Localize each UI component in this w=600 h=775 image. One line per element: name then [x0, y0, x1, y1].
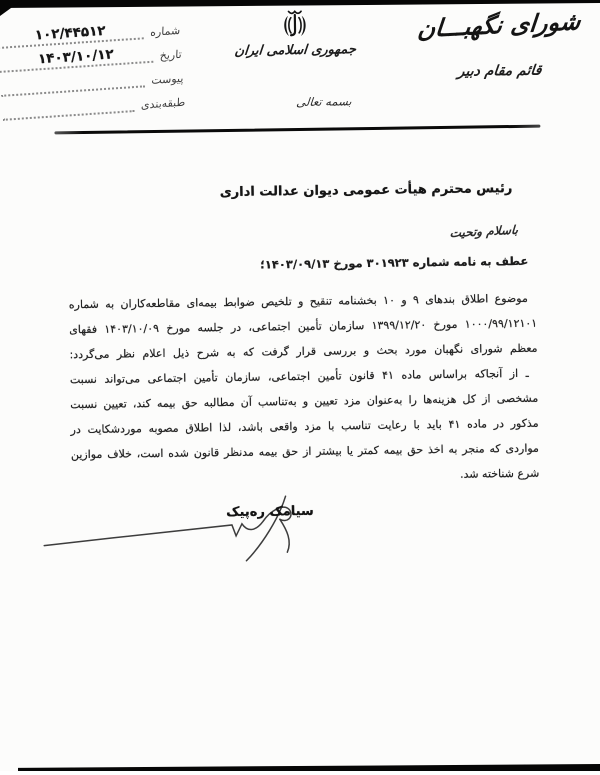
org-name: شورای نگهبـــان [416, 7, 582, 44]
date-label: تاریخ [157, 47, 183, 63]
salutation-line: باسلام وتحیت [449, 222, 519, 241]
letterhead-center [228, 4, 363, 59]
reference-line: عطف به نامه شماره ۳۰۱۹۲۳ مورخ ۱۴۰۳/۰۹/۱۳؛ [260, 253, 529, 272]
body-line: مشخصی از کل هزینه‌ها را به‌عنوان مزد تعیین و به‌تناسب آن مطالبه حق بیمه کند، تعیین نسبت [70, 391, 539, 412]
body-line: ـ از آنجاکه براساس ماده ۴۱ قانون تأمین اجتماعی، سازمان تأمین اجتماعی می‌تواند نسبت [69, 366, 529, 387]
letter-date-value: ۱۴۰۳/۱۰/۱۲ [37, 46, 115, 68]
letterhead-right [415, 7, 584, 80]
number-label: شماره [148, 24, 181, 39]
attachment-label: پیوست [149, 71, 184, 87]
letter-body [69, 286, 540, 493]
body-line: مذکور در ماده ۴۱ باید با رعایت تناسب با مزد واقعی باشد، لذا اطلاق مصوبه موردشکایت در [70, 416, 539, 437]
country-name: جمهوری اسلامی ایران [233, 42, 357, 59]
body-line-last: شرع شناخته شد. [459, 466, 540, 481]
letter-meta-block [0, 13, 185, 121]
basmala-text: بسمه تعالی [295, 94, 353, 110]
org-role: قائم مقام دبیر [456, 62, 543, 80]
letterhead-divider [54, 125, 540, 135]
body-line: معظم شورای نگهبان مورد بحث و بررسی قرار گرفت که به شرح ذیل اعلام نظر می‌گردد: [69, 341, 538, 362]
body-line: مواردی که منجر به اخذ حق بیمه کمتر یا بیشتر از حق بیمه مدنظر قانون شده است، خلاف موازین [70, 441, 539, 462]
classification-label: طبقه‌بندی [138, 95, 186, 112]
body-line: ۱۰۰۰/۹۹/۱۲۱۰۱ مورخ ۱۳۹۹/۱۲/۲۰ سازمان تأمین اجتماعی، در جلسه مورخ ۱۴۰۳/۱۰/۰۹ فقهای [69, 316, 538, 337]
signatory-name: سیامک ره‌پیک [226, 503, 314, 521]
body-line: موضوع اطلاق بندهای ۹ و ۱۰ بخشنامه تنقیح و تلخیص ضوابط بیمه‌ای مقاطعه‌کاران به شماره [68, 291, 528, 312]
letter-number-value: ۱۰۲/۴۴۵۱۲ [34, 22, 107, 44]
handwritten-signature [35, 489, 338, 571]
recipient-line: رئیس محترم هیأت عمومی دیوان عدالت اداری [219, 181, 513, 201]
iran-national-emblem-icon [277, 5, 313, 41]
